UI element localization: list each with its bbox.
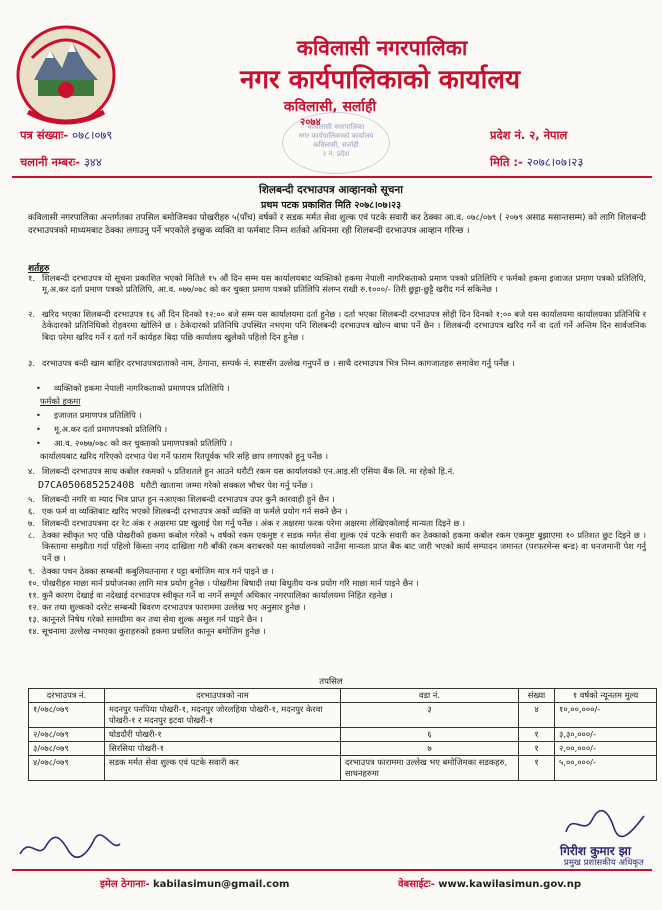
condition-item — [28, 506, 646, 517]
stamp-line: २ नं. प्रदेश — [322, 150, 350, 158]
condition-item — [28, 466, 646, 477]
footer-website — [398, 876, 581, 890]
table-row — [29, 742, 657, 756]
municipality-name: कविलासी नगरपालिका — [296, 36, 468, 60]
condition-item — [28, 494, 646, 505]
table-cell: ३/०७८/०७९ — [29, 742, 105, 756]
condition-text: एक फर्म वा व्यक्तिबाट खरिद भएको शिलबन्दी दरभाउपत्र अर्को व्यक्ति वा फर्मले प्रयोग गर्न सक्ने छैन । — [42, 506, 348, 516]
patra-value: ०७८।०७९ — [72, 128, 113, 142]
personal-doc: व्यक्तिको हकमा नेपाली नागरिकताको प्रमाणपत्र प्रतिलिपि । — [54, 383, 230, 393]
condition-item — [28, 590, 646, 601]
column-header: दरभाउपत्रको नाम — [105, 689, 341, 703]
office-stamp — [282, 112, 390, 174]
table-cell: ६ — [341, 728, 519, 742]
email-label: इमेल ठेगानाः- — [100, 879, 150, 890]
header-divider — [12, 176, 652, 178]
stamp-line: नगर कार्यपालिकाको कार्यालय — [298, 132, 374, 140]
condition-number: ३. — [28, 358, 35, 368]
footer-divider — [12, 869, 652, 871]
condition-item — [28, 578, 646, 589]
condition-number: ७. — [28, 518, 35, 528]
table-cell: ७ — [341, 742, 519, 756]
patra-sankhya — [20, 128, 112, 143]
condition-text: शिलबन्दी नगरि वा म्याद भित्र प्राप्त हुन नआएका शिलबन्दी दरभाउपत्र उपर कुनै कारवाही हुने छैन । — [42, 494, 335, 504]
letter-date — [490, 155, 583, 170]
deposit-account — [38, 480, 313, 491]
condition-text: सूचनामा उल्लेख नभएका कुराहरुको हकमा प्रचलित कानून बमोजिम हुनेछ । — [42, 626, 266, 636]
condition-item — [28, 614, 646, 625]
column-header: दरभाउपत्र नं. — [29, 689, 105, 703]
list-item — [40, 410, 142, 421]
table-cell: ५,००,०००/- — [555, 756, 657, 781]
condition-text: शिलबन्दी दरभाउपत्रमा दर रेट अंक र अक्षरमा प्रष्ट खुलाई पेश गर्नु पर्नेछ । अंक र अक्षरमा फरक परेमा अक्षरमा लेखिएकोलाई मान्यता दिइने छ । — [42, 518, 466, 528]
stamp-line: कविलासी नगरपालिका — [307, 123, 365, 131]
firm-doc: आ.व. २०७७/०७८ को कर चुक्ताको प्रमाणपत्रको प्रतिलिपि । — [54, 438, 233, 448]
list-item — [40, 438, 232, 449]
patra-label: पत्र संख्याः- — [20, 128, 69, 142]
date-label: मिति :- — [490, 155, 523, 169]
condition-item — [28, 358, 646, 369]
condition-item — [28, 602, 646, 613]
footer-email — [100, 876, 289, 890]
table-cell: सडक मर्मत सेवा शुल्क एवं पटके सवारी कर — [105, 756, 341, 781]
condition-text: ठेक्का स्वीकृत भए पछि पोखरीको हकमा कबोल गरेको ५ वर्षको रकम एकमुष्ट र सडक मर्मत सेवा शुल्क एवं पटके सवारी कर ठेक्काको हकमा कबोल रकम एकमुष्ट बुझाएमा १० प्रतिशत छुट दिइने छ । किस्तामा सम्झौता गर्दा पहिलो किस्ता नगद दाखिला गरी बाँकी रकम बराबरको यस कार्यालयको नाउँमा मान्यता प्राप्त बैंक बाट जारी भएको कार्य सम्पादन जमानत (परफरमेन्स बन्ड) वा धनजमानी पेश गर्नु पर्ने छ । — [42, 530, 646, 563]
table-cell: दरभाउपत्र फाराममा उल्लेख भए बमोजिमका सडकहरु, साधनहरुमा — [341, 756, 519, 781]
office-location: कविलासी, सर्लाही — [283, 99, 377, 115]
condition-number: १. — [28, 273, 35, 283]
table-cell: ३,३०,०००/- — [555, 728, 657, 742]
stamp-line: कविलासी, सर्लाही — [313, 141, 359, 149]
list-item — [40, 424, 167, 435]
condition-item — [28, 273, 646, 296]
condition-item — [28, 566, 646, 577]
table-cell: २/०७८/०७९ — [29, 728, 105, 742]
condition-text: खरिद भएका शिलबन्दी दरभाउपत्र १६ औं दिन दिनको १२:०० बजे सम्म यस कार्यालयमा दर्ता हुनेछ । दर्ता भएका शिलबन्दी दरभाउपत्र सोही दिन दिनको १:०० बजे यस कार्यालयमा कार्यालयका प्रतिनिधि र ठेकेदारको प्रतिनिधिको रोहवरमा खोलिने छ । ठेकेदारको प्रतिनिधि उपस्थित नभएमा पनि शिलबन्दी दरभाउपत्र खोल्न बाधा पर्ने छैन । शिलबन्दी दरभाउपत्र खरिद गर्ने वा दर्ता गर्ने अन्तिम दिन सार्वजनिक बिदा परेमा खरिद गर्ने र दर्ता गर्ने कार्यहरु बिदा पछि कार्यालय खुलेको पहिलो दिन हुनेछ । — [42, 309, 646, 342]
condition-item — [28, 518, 646, 529]
tender-table — [28, 688, 657, 781]
list-item — [40, 383, 230, 394]
table-cell: मदनपुर पनपिया पोखरी-१, मदनपुर जोरलहिया पोखरी-१, मदनपुर केरवा पोखरी-१ र मदनपुर इटवा पोखरी-१ — [105, 703, 341, 728]
condition-number: ६. — [28, 506, 35, 516]
firm-doc: इजाजत प्रमाणपत्र प्रतिलिपि । — [54, 410, 142, 420]
website-url: www.kawilasimun.gov.np — [438, 879, 581, 890]
condition-number: ४. — [28, 466, 35, 476]
firm-note: कार्यालयबाट खरिद गरिएको दरभाउ पेश गर्ने फाराम रितपूर्वक भरि सहि छाप लगाएको हुनु पर्नेछ । — [40, 451, 329, 461]
condition-number: २. — [28, 309, 35, 319]
account-text: धरौटी खातामा जम्मा गरेको सक्कल भौचर पेश गर्नु पर्नेछ । — [140, 480, 314, 490]
table-cell: १ — [519, 742, 555, 756]
office-name: नगर कार्यपालिकाको कार्यालय — [239, 65, 521, 95]
email-address: kabilasimun@gmail.com — [152, 879, 290, 890]
initial-signature — [16, 826, 126, 866]
condition-text: शिलबन्दी दरभाउपत्र साथ कबोल रकमको ५ प्रतिशतले हुन आउने धरौटी रकम यस कार्यालयको एन.आइ.सी एसिया बैंक लि. मा रहेको हि.नं. — [42, 466, 455, 476]
table-cell: घोडदौरी पोखरी-१ — [105, 728, 341, 742]
table-row — [29, 756, 657, 781]
nepal-emblem-logo — [14, 20, 118, 130]
website-label: वेबसाईटः- — [398, 879, 435, 890]
condition-text: दरभाउपत्र बन्दी खाम बाहिर दरभाउपत्रदाताको नाम, ठेगाना, सम्पर्क नं. स्पष्टसँग उल्लेख गनुपर्ने छ । साथै दरभाउपत्र भित्र निम्न कागजातहरु समावेश गर्नु पर्नेछ । — [42, 358, 515, 368]
condition-number: १०. — [28, 578, 40, 588]
officer-signature — [560, 806, 650, 846]
condition-item — [28, 309, 646, 343]
conditions-heading: शर्तहरु — [28, 264, 50, 274]
table-header-row — [29, 689, 657, 703]
condition-number: १३. — [28, 614, 40, 624]
column-header: वडा नं. — [341, 689, 519, 703]
table-cell: सिरसिया पोखरी-१ — [105, 742, 341, 756]
condition-text: ठेक्का पचन ठेक्का सम्बन्धी कबुलियतनामा र पट्टा बमोजिम मात्र गर्न पाइने छ । — [42, 566, 274, 576]
account-number: D7CA050685252408 — [38, 480, 135, 491]
table-cell: १ — [519, 728, 555, 742]
table-cell: ४ — [519, 703, 555, 728]
table-row — [29, 728, 657, 742]
notice-intro: कविलासी नगरपालिका अन्तर्गतका तपसिल बमोजिमका पोखरीहरु ५(पाँच) वर्षको र सडक मर्मत सेवा शुल्क एवं पटके सवारी कर ठेक्का आ.व. ०७८/०७९ ( २०७९ असाढ मसान्तसम्म) को लागि शिलबन्दी दरभाउपत्रको माध्यमबाट ठेक्का लगाउनु पर्ने भएकोले इच्छुक व्यक्ति वा फर्मबाट निम्न शर्तको अधिनमा रही शिलबन्दी दरभाउपत्र आव्हान गरिन्छ । — [28, 213, 646, 237]
chalani-number — [20, 155, 102, 170]
notice-title: शिलबन्दी दरभाउपत्र आव्हानको सूचना — [259, 184, 403, 196]
table-cell: ३ — [341, 703, 519, 728]
table-row — [29, 703, 657, 728]
condition-text: पोखरीहरु माछा मार्न प्रयोजनका लागि मात्र प्रयोग हुनेछ । पोखरीमा बिषादी तथा बिधुतीय यन्त्र प्रयोग गरि माछा मार्न पाइने छैन । — [42, 578, 419, 588]
table-cell: १०,००,०००/- — [555, 703, 657, 728]
condition-item — [28, 530, 646, 564]
condition-text: कुनै कारण देखाई वा नदेखाई दरभाउपत्र स्वीकृत गर्ने वा नगर्ने सम्पूर्ण अधिकार नगरपालिका कार्यालयमा निहित रहनेछ । — [42, 590, 393, 600]
province-label: प्रदेश नं. २, नेपाल — [490, 128, 568, 142]
condition-text: कानूनले निषेध गरेको सामग्रीमा कर तथा सेवा शुल्क असुल गर्न पाइने छैन । — [42, 614, 263, 624]
condition-number: ५. — [28, 494, 35, 504]
condition-number: ९. — [28, 566, 35, 576]
table-cell: १/०७८/०७९ — [29, 703, 105, 728]
condition-number: ११. — [28, 590, 40, 600]
condition-number: ८. — [28, 530, 35, 540]
table-cell: २,००,०००/- — [555, 742, 657, 756]
firm-heading: फर्मको हकमा — [40, 396, 81, 406]
condition-number: १४. — [28, 626, 40, 636]
officer-role: प्रमुख प्रशासकीय अधिकृत — [564, 858, 644, 868]
condition-number: १२. — [28, 602, 40, 612]
notice-subtitle: प्रथम पटक प्रकाशित मिति २०७८।०७।२३ — [260, 200, 402, 211]
date-value: २०७८।०७।२३ — [526, 155, 584, 169]
table-cell: ४/०७८/०७९ — [29, 756, 105, 781]
condition-item — [28, 626, 646, 637]
table-caption: तपसिल — [319, 677, 343, 687]
condition-text: कर तथा शुल्कको दररेट सम्बन्धी बिवरण दरभाउपत्र फाराममा उल्लेख भए अनुसार हुनेछ । — [42, 602, 306, 612]
established-year: २०७४ — [300, 117, 321, 128]
column-header: १ वर्षको न्यूनतम मुल्य — [555, 689, 657, 703]
table-cell: १ — [519, 756, 555, 781]
column-header: संख्या — [519, 689, 555, 703]
chalani-label: चलानी नम्बरः- — [20, 155, 80, 169]
officer-name: गिरीश कुमार झा — [560, 844, 631, 858]
condition-text: शिलबन्दी दरभाउपत्र यो सूचना प्रकाशित भएको मितिले १५ औं दिन सम्म यस कार्यालयबाट व्यक्तिको हकमा नेपाली नागरिकताको प्रमाण पत्रको प्रतिलिपि र फर्मको हकमा इजाजत प्रमाण पत्रको प्रतिलिपि, मू.अ.कर दर्ता प्रमाण पत्रको प्रतिलिपि, आ.व. ०७७/०७८ को कर चुक्ता प्रमाण पत्रको प्रतिलिपि संलग्न राखी रु.१०००/- तिरी छुट्टा-छुट्टै खरीद गर्न सकिनेछ । — [42, 273, 646, 295]
firm-doc: मू.अ.कर दर्ता प्रमाणपत्रको प्रतिलिपि । — [54, 424, 168, 434]
chalani-value: ३४४ — [83, 155, 102, 169]
